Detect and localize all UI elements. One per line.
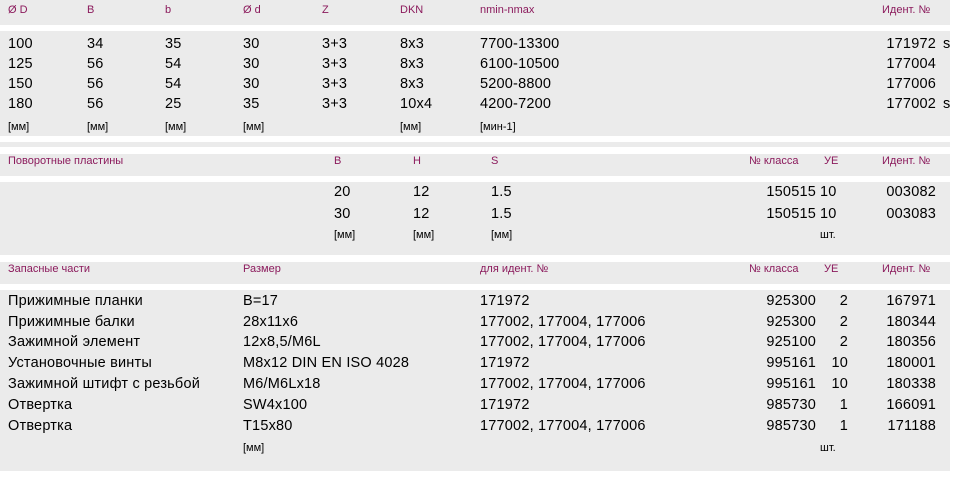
unit-label: шт. [820,229,836,241]
cell-dkn: 8x3 [400,56,424,72]
cell-part-name: Зажимной штифт с резьбой [8,376,201,392]
cell-for-ident: 177002, 177004, 177006 [480,314,646,330]
header-ident: Идент. № [882,4,931,16]
cell-dkn: 10x4 [400,96,433,112]
header-h: H [413,155,421,167]
unit-label: [мм] [413,229,435,241]
cell-z: 3+3 [322,36,348,52]
cell-ue: 2 [839,293,848,309]
unit-label: [мм] [87,121,109,133]
cell-diameter: 125 [8,56,33,72]
cell-s: 1.5 [491,184,512,200]
cell-ident: 177006 [886,76,936,92]
cell-b-upper: 56 [87,56,104,72]
header-s: S [491,155,499,167]
cell-part-name: Отвертка [8,397,73,413]
cell-class: 925300 [766,293,816,309]
cell-size: 12x8,5/M6L [243,334,321,350]
cell-diameter: 100 [8,36,33,52]
cell-ue: 1 [839,397,848,413]
header-for-ident: для идент. № [480,263,549,275]
header-dkn: DKN [400,4,424,16]
cell-ident: 177004 [886,56,936,72]
cell-b-lower: 25 [165,96,182,112]
cell-z: 3+3 [322,56,348,72]
cell-bore: 35 [243,96,260,112]
header-ident: Идент. № [882,155,931,167]
cell-b: 20 [334,184,351,200]
cell-ident: 171972 [886,36,936,52]
header-b: B [334,155,342,167]
cell-diameter: 150 [8,76,33,92]
cell-dkn: 8x3 [400,36,424,52]
unit-label: [мин-1] [480,121,516,133]
cell-for-ident: 177002, 177004, 177006 [480,376,646,392]
cell-for-ident: 171972 [480,397,530,413]
cell-h: 12 [413,184,430,200]
cell-z: 3+3 [322,76,348,92]
cell-rpm: 7700-13300 [480,36,560,52]
cell-ue: 10 [831,376,848,392]
header-class: № класса [749,155,799,167]
cell-b-lower: 54 [165,56,182,72]
header-z: Z [322,4,329,16]
cell-for-ident: 171972 [480,293,530,309]
cell-part-name: Установочные винты [8,355,152,371]
cell-z: 3+3 [322,96,348,112]
cell-rpm: 4200-7200 [480,96,552,112]
cell-size: 28x11x6 [243,314,299,330]
cell-ident: 167971 [886,293,936,309]
cell-size: B=17 [243,293,279,309]
cell-ident: 171188 [887,418,936,434]
cell-rpm: 5200-8800 [480,76,552,92]
header-diameter-d: Ø D [8,4,28,16]
cell-size: M8x12 DIN EN ISO 4028 [243,355,410,371]
cell-ue: 2 [839,334,848,350]
cell-class: 925100 [766,334,816,350]
unit-label: [мм] [243,121,265,133]
cell-ident: 180001 [886,355,936,371]
cell-part-name: Прижимные балки [8,314,135,330]
cell-ident: 177002 [886,96,936,112]
cell-ue: 1 [839,418,848,434]
cell-h: 12 [413,206,430,222]
cell-bore: 30 [243,56,260,72]
header-ident: Идент. № [882,263,931,275]
cell-ident: 180356 [886,334,936,350]
cell-class: 985730 [766,418,816,434]
cell-size: M6/M6Lx18 [243,376,321,392]
header-b-upper: B [87,4,95,16]
cell-size: SW4x100 [243,397,308,413]
unit-label: [мм] [400,121,422,133]
cell-rpm: 6100-10500 [480,56,560,72]
cell-b-lower: 35 [165,36,182,52]
unit-label: [мм] [491,229,513,241]
cell-note: s [943,96,951,112]
cell-part-name: Зажимной элемент [8,334,141,350]
cell-b-upper: 34 [87,36,104,52]
cell-ident: 180338 [886,376,936,392]
unit-label: [мм] [165,121,187,133]
cell-ident: 003083 [886,206,936,222]
unit-label: [мм] [334,229,356,241]
cell-class: 995161 [766,376,816,392]
cell-ue: 10 [831,355,848,371]
header-class: № класса [749,263,799,275]
cell-part-name: Прижимные планки [8,293,143,309]
cell-s: 1.5 [491,206,512,222]
cell-for-ident: 177002, 177004, 177006 [480,334,646,350]
cell-class: 985730 [766,397,816,413]
header-ue: УЕ [824,155,839,167]
header-ue: УЕ [824,263,839,275]
cell-class: 150515 [766,206,816,222]
unit-label: шт. [820,442,836,454]
cell-bore: 30 [243,36,260,52]
header-rpm: nmin-nmax [480,4,535,16]
cell-ue: 2 [839,314,848,330]
header-b-lower: b [165,4,172,16]
cell-part-name: Отвертка [8,418,73,434]
cell-ident: 003082 [886,184,936,200]
cell-ident: 180344 [886,314,936,330]
cell-b-lower: 54 [165,76,182,92]
cell-b-upper: 56 [87,76,104,92]
cell-ue: 10 [820,206,837,222]
cell-class: 995161 [766,355,816,371]
cell-ue: 10 [820,184,837,200]
cell-diameter: 180 [8,96,33,112]
cell-b-upper: 56 [87,96,104,112]
section-title: Запасные части [8,263,91,275]
cell-for-ident: 177002, 177004, 177006 [480,418,646,434]
unit-label: [мм] [8,121,30,133]
cell-class: 925300 [766,314,816,330]
cell-size: T15x80 [243,418,293,434]
cell-b: 30 [334,206,351,222]
section-title: Поворотные пластины [8,155,124,167]
header-size: Размер [243,263,281,275]
cell-ident: 166091 [886,397,936,413]
cell-dkn: 8x3 [400,76,424,92]
unit-label: [мм] [243,442,265,454]
header-bore-d: Ø d [243,4,261,16]
cell-class: 150515 [766,184,816,200]
cell-note: s [943,36,951,52]
cell-for-ident: 171972 [480,355,530,371]
cell-bore: 30 [243,76,260,92]
